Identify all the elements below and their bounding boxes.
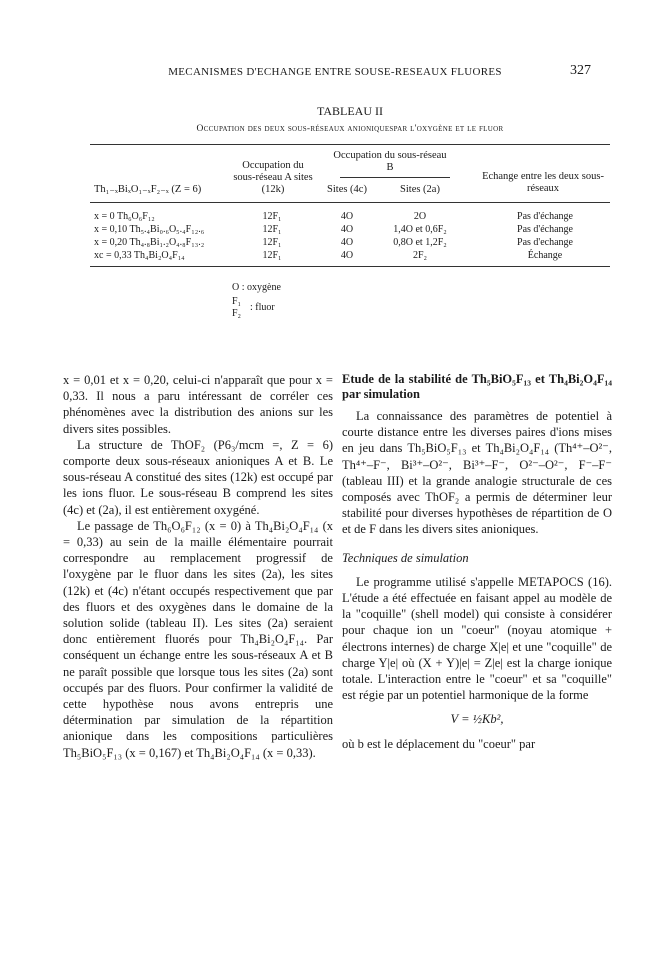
table-cell: 4O [340, 250, 354, 261]
table-cell: 1,4O et 0,6F₂ [393, 224, 447, 235]
table-header-col5: Echange entre les deux sous-réseaux [482, 171, 604, 194]
left-column [63, 372, 333, 761]
table-group-rule [340, 177, 450, 178]
table-cell: x = 0,10 Th₅.₄Bi₀.₆O₅.₄F₁₂.₆ [94, 224, 205, 235]
section-heading: Etude de la stabilité de Th₅BiO₅F₁₃ et Th₄Bi₂O₄F₁₄ par simulation [342, 372, 612, 401]
table-cell: Pas d'échange [517, 211, 573, 222]
paragraph: Le passage de Th₆O₆F₁₂ (x = 0) à Th₄Bi₂O₄F₁₄ (x = 0,33) au sein de la maille élémentaire pourrait correspondre au remplacement progressif de l'oxygène par le fluor dans les sites (2a), les sites (12k) et (4c) n'étant occupés respectivement que par des fluors et des oxygènes dans le domaine de la solution solide (tableau II). Les sites (2a) seraient donc entièrement fluorés pour Th₄Bi₂O₄F₁₄. Par conséquent un échange entre les sous-réseaux A et B ne paraît possible que lorsque tous les sites (2a) sont occupés par des fluors. Pour confirmer la validité de cette hypothèse nous avons entrepris une détermination par simulation de la répartition anionique dans les compositions particulières Th₅BiO₅F₁₃ (x = 0,167) et Th₄Bi₂O₄F₁₄ (x = 0,33). [63, 518, 333, 760]
table-header-rule [90, 202, 610, 203]
table-caption: Occupation des deux sous-réseaux anioniquespar l'oxygène et le fluor [196, 124, 504, 134]
table-cell: x = 0 Th₆O₆F₁₂ [94, 211, 155, 222]
equation: V = ½Kb², [450, 712, 504, 727]
table-cell: x = 0,20 Th₄.₈Bi₁.₂O₄.₈F₁₃.₂ [94, 237, 205, 248]
paragraph: Le programme utilisé s'appelle METAPOCS (16). L'étude a été effectuée en faisant appel au modèle de la "coquille" (shell model) qui consiste à considérer pour chaque ion un "coeur" (noyau atomique + électrons internes) de charge X|e| et une "coquille" de charge Y|e| où (X + Y)|e| = Z|e| est la charge ionique totale. L'interaction entre le "coeur" et sa "coquille" est régie par un potentiel harmonique de la forme [342, 574, 612, 703]
table-header-col4: Sites (2a) [400, 184, 440, 195]
table-cell: xc = 0,33 Th₄Bi₂O₄F₁₄ [94, 250, 185, 261]
paragraph: La connaissance des paramètres de potentiel à courte distance entre les diverses paires d'ions mises en jeu dans Th₅BiO₅F₁₃ et Th₄Bi₂O₄F₁₄ (Th⁴⁺–O²⁻, Th⁴⁺–F⁻, Bi³⁺–O²⁻, Bi³⁺–F⁻, O²⁻–O²⁻, F⁻–F⁻ (tableau III) et la grande analogie structurale de ces composés avec ThOF₂ a permis de déterminer leur stabilité pour diverses hypothèses de répartition de O et de F dans les divers sites anioniques. [342, 409, 612, 537]
paragraph: x = 0,01 et x = 0,20, celui-ci n'apparaît que pour x = 0,33. Il nous a paru intéressant de corréler ces phénomènes avec la distribution des anions sur les divers sites possibles. [63, 373, 333, 436]
right-column [342, 372, 612, 752]
table-legend-oxygen: O : oxygène [232, 282, 281, 293]
table-header-col3: Sites (4c) [327, 184, 367, 195]
table-header-col1: Th₁₋ₓBiₓO₁₋ₓF₂₋ₓ (Z = 6) [94, 184, 202, 195]
paragraph: La structure de ThOF₂ (P6₃/mcm =, Z = 6) comporte deux sous-réseaux anioniques A et B. Le sous-réseau A constitué des sites (12k) est occupé par les ions fluor. Le sous-réseau B comprend les sites (4c) et (2a), il est entièrement oxygéné. [63, 437, 333, 517]
table-cell: 4O [340, 237, 354, 248]
table-cell: 4O [340, 224, 354, 235]
table-legend-f1: F₁ [232, 296, 242, 307]
table-bottom-rule [90, 266, 610, 267]
running-head: MECANISMES D'ECHANGE ENTRE SOUSE-RESEAUX FLUORES [168, 66, 502, 78]
table-title: TABLEAU II [316, 104, 384, 118]
table-cell: Pas d'echange [517, 237, 573, 248]
table-header-col2: Occupation du sous-réseau A sites (12k) [233, 160, 313, 195]
table-cell: 4O [340, 211, 354, 222]
table-cell: 12F₁ [262, 224, 282, 235]
table-cell: Échange [527, 250, 563, 261]
table-cell: 0,8O et 1,2F₂ [393, 237, 447, 248]
subsection-heading: Techniques de simulation [342, 550, 469, 565]
table-legend-fluor: : fluor [250, 302, 275, 313]
page-number: 327 [570, 63, 591, 78]
paragraph: où b est le déplacement du "coeur" par [342, 736, 536, 751]
table-cell: 12F₁ [262, 237, 282, 248]
table-cell: 2O [413, 211, 427, 222]
table-cell: 2F₂ [412, 250, 428, 261]
table-header-group-b: Occupation du sous-réseau B [333, 150, 447, 173]
table-cell: Pas d'échange [517, 224, 573, 235]
table-cell: 12F₁ [262, 250, 282, 261]
table-top-rule [90, 144, 610, 145]
table-legend-f2: F₂ [232, 308, 242, 319]
table-cell: 12F₁ [262, 211, 282, 222]
